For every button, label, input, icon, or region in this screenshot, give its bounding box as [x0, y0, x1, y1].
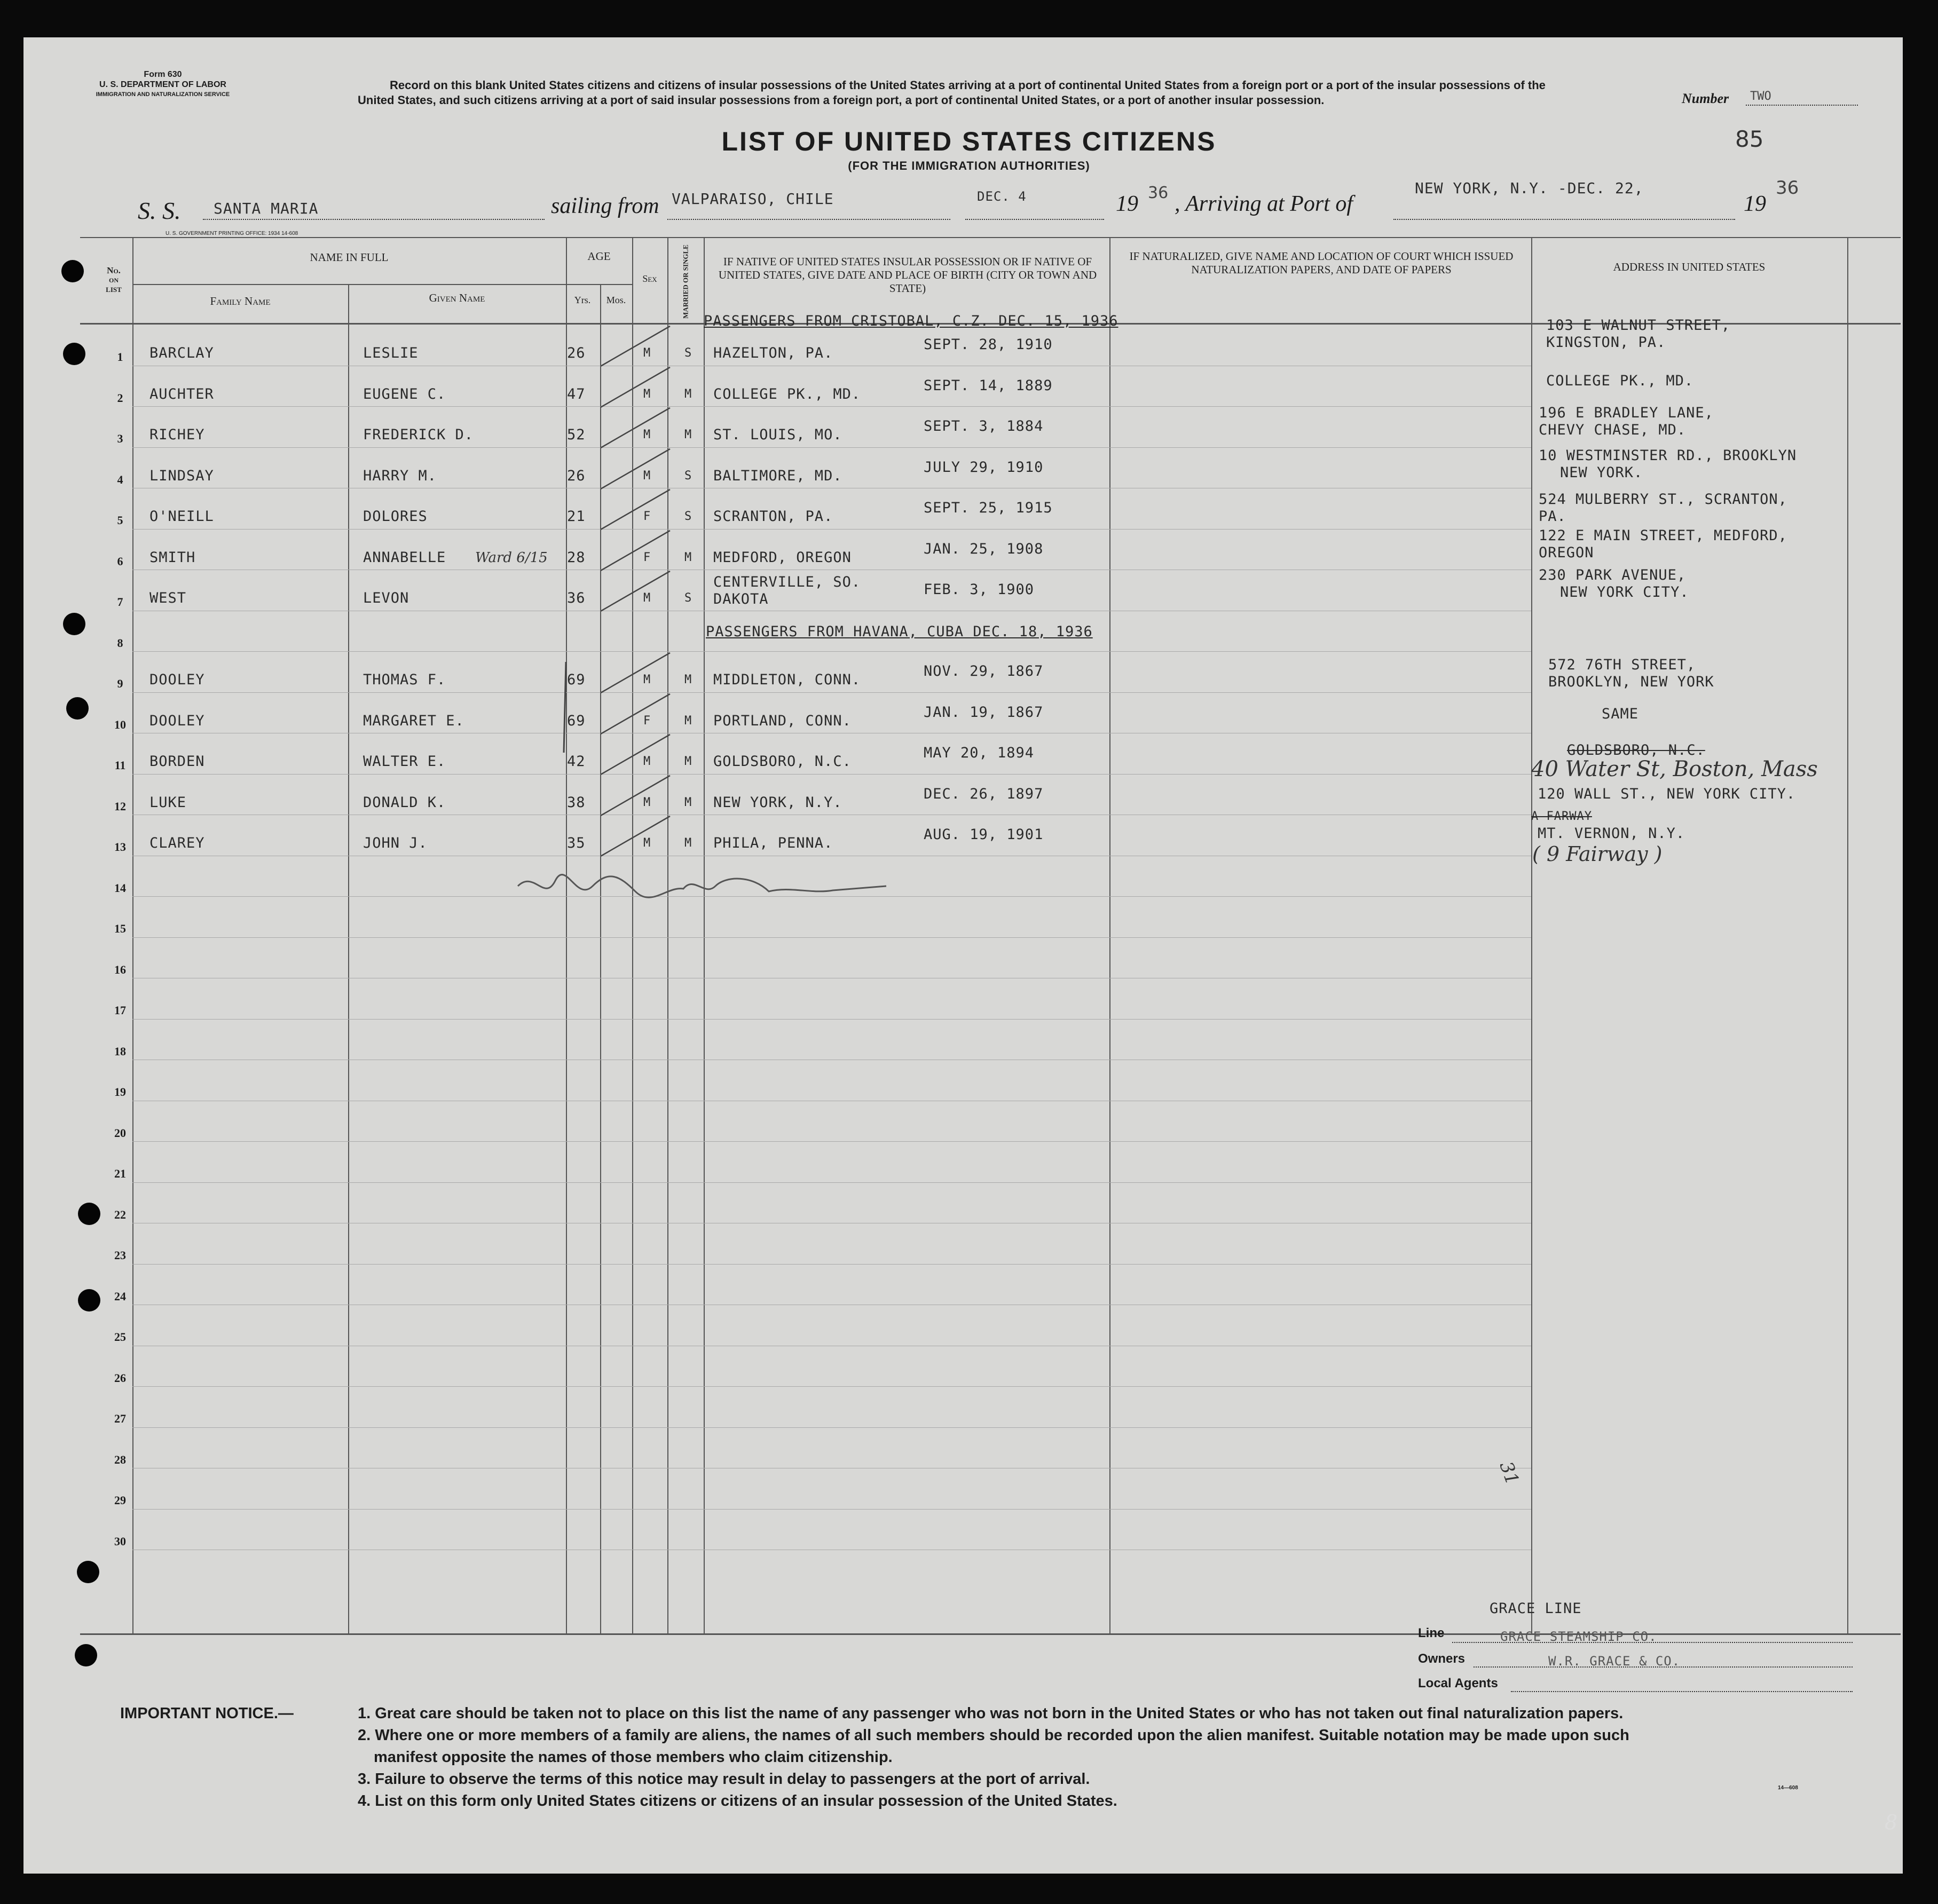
- grace-line: GRACE LINE: [1490, 1600, 1582, 1617]
- passenger-birthplace: COLLEGE PK., MD.: [713, 385, 861, 402]
- address-4: 10 WESTMINSTER RD., BROOKLYN NEW YORK.: [1539, 447, 1797, 481]
- row-number: 22: [114, 1207, 126, 1221]
- header-given-name: Given Name: [429, 291, 485, 304]
- ward-note: Ward 6/15: [475, 550, 548, 566]
- passenger-sex: M: [643, 346, 651, 360]
- passenger-birthdate: MAY 20, 1894: [924, 745, 1035, 761]
- row-number: 2: [117, 391, 123, 405]
- row-rule: [132, 447, 1531, 448]
- passenger-age: 69: [567, 712, 586, 729]
- passenger-ms: M: [684, 714, 692, 728]
- col-divider-married: [704, 237, 705, 1633]
- punch-hole: [77, 1561, 99, 1583]
- passenger-sex: M: [643, 673, 651, 686]
- notice-lead: IMPORTANT NOTICE.—: [120, 1705, 294, 1722]
- passenger-family: WEST: [149, 590, 187, 606]
- important-notice: [120, 1703, 1882, 1812]
- notice-item-2-cont: manifest opposite the names of those members who claim citizenship.: [374, 1749, 893, 1766]
- passenger-family: O'NEILL: [149, 508, 214, 525]
- page-number: 85: [1735, 126, 1764, 152]
- passenger-family: AUCHTER: [149, 385, 214, 402]
- address-11-struck: GOLDSBORO, N.C.: [1567, 742, 1705, 759]
- header-sex: Sex: [642, 273, 657, 284]
- address-1: 103 E WALNUT STREET, KINGSTON, PA.: [1546, 317, 1731, 351]
- printing-note: U. S. GOVERNMENT PRINTING OFFICE: 1934 14-608: [166, 231, 298, 236]
- row-number: 1: [117, 350, 123, 364]
- row-number: 11: [114, 759, 126, 772]
- row-rule: [132, 1427, 1531, 1428]
- instructions: Record on this blank United States citizens and citizens of insular possessions of the United States arriving at a port of continental United States from a foreign port or a port of the insular possessions of the United States, and such citizens arriving at a port of said insular possessions from a foreign port, a port of continental United States, or a port of another insular possession.: [358, 78, 1546, 107]
- year-prefix-from: 19: [1116, 192, 1138, 216]
- ship-line: [203, 219, 545, 220]
- passenger-ms: M: [684, 387, 692, 401]
- punch-hole: [61, 260, 84, 282]
- header-birth: IF NATIVE OF UNITED STATES INSULAR POSSESSION OR IF NATIVE OF UNITED STATES, GIVE DATE AND PLACE OF BIRTH (CITY OR TOWN AND STATE): [718, 255, 1097, 295]
- passenger-family: LINDSAY: [149, 467, 214, 484]
- passenger-given: LESLIE: [363, 345, 419, 361]
- passenger-given: JOHN J.: [363, 835, 428, 851]
- passenger-birthplace: MIDDLETON, CONN.: [713, 671, 861, 688]
- port-to-line: [1393, 219, 1735, 220]
- owners-value: W.R. GRACE & CO.: [1548, 1654, 1681, 1669]
- passenger-family: DOOLEY: [149, 671, 205, 688]
- passenger-age: 21: [567, 508, 586, 525]
- passenger-given: MARGARET E.: [363, 712, 464, 729]
- address-6: 122 E MAIN STREET, MEDFORD, OREGON: [1539, 527, 1787, 561]
- sailing-label: sailing from: [551, 194, 659, 218]
- passenger-age: 47: [567, 385, 586, 402]
- department: U. S. DEPARTMENT OF LABOR: [99, 80, 226, 89]
- header-name-in-full: NAME IN FULL: [310, 251, 389, 264]
- ss-label: S. S.: [138, 197, 181, 224]
- name-header-divider: [132, 284, 566, 285]
- passenger-birthdate: FEB. 3, 1900: [924, 581, 1035, 598]
- col-divider-naturalized: [1531, 237, 1532, 1633]
- passenger-sex: F: [643, 510, 651, 523]
- passenger-age: 28: [567, 549, 586, 566]
- passenger-family: BORDEN: [149, 753, 205, 770]
- passenger-birthdate: AUG. 19, 1901: [924, 826, 1044, 843]
- punch-hole: [75, 1644, 97, 1666]
- page-subtitle: (FOR THE IMMIGRATION AUTHORITIES): [848, 159, 1090, 172]
- col-divider-family: [348, 284, 349, 1633]
- row-rule: [132, 406, 1531, 407]
- passenger-family: BARCLAY: [149, 345, 214, 361]
- col-divider-birth: [1109, 237, 1110, 1633]
- passenger-age: 26: [567, 467, 586, 484]
- row-number: 21: [114, 1167, 126, 1180]
- form-number: Form 630: [144, 70, 182, 79]
- passenger-birthdate: JULY 29, 1910: [924, 459, 1044, 476]
- year-prefix-to: 19: [1744, 192, 1766, 216]
- passenger-family: SMITH: [149, 549, 196, 566]
- row-number: 8: [117, 636, 123, 650]
- row-number: 6: [117, 554, 123, 568]
- passenger-birthplace: GOLDSBORO, N.C.: [713, 753, 852, 770]
- passenger-given: ANNABELLE: [363, 549, 446, 566]
- address-10: SAME: [1602, 706, 1639, 722]
- passenger-given: LEVON: [363, 590, 409, 606]
- passenger-birthdate: NOV. 29, 1867: [924, 663, 1044, 680]
- port-from-line: [667, 219, 950, 220]
- passenger-age: 36: [567, 590, 586, 606]
- punch-hole: [66, 697, 89, 720]
- address-12: 120 WALL ST., NEW YORK CITY.: [1538, 786, 1796, 802]
- row-number: 23: [114, 1249, 126, 1262]
- passenger-ms: S: [684, 469, 692, 483]
- year-from: 36: [1148, 184, 1169, 202]
- passenger-sex: F: [643, 714, 651, 728]
- arriving-label: , Arriving at Port of: [1175, 192, 1353, 216]
- address-3: 196 E BRADLEY LANE, CHEVY CHASE, MD.: [1539, 405, 1714, 438]
- row-number: 18: [114, 1044, 126, 1058]
- passenger-age: 52: [567, 426, 586, 443]
- passenger-birthplace: PHILA, PENNA.: [713, 835, 833, 851]
- passenger-age: 35: [567, 835, 586, 851]
- passenger-birthplace: CENTERVILLE, SO. DAKOTA: [713, 574, 861, 607]
- passenger-sex: M: [643, 469, 651, 483]
- form-code: 14—608: [1778, 1785, 1798, 1791]
- row-number: 19: [114, 1085, 126, 1099]
- passenger-ms: S: [684, 510, 692, 523]
- punch-hole: [78, 1289, 100, 1312]
- local-agents-label: Local Agents: [1418, 1676, 1498, 1690]
- margin-mark: 31: [1495, 1458, 1523, 1488]
- row-rule: [132, 1509, 1531, 1510]
- corner-mark: 8: [1885, 1811, 1898, 1834]
- address-13-struck: A FARWAY: [1531, 810, 1592, 823]
- passenger-sex: M: [643, 387, 651, 401]
- signature-scrawl: [513, 854, 918, 923]
- passenger-family: DOOLEY: [149, 712, 205, 729]
- passenger-birthdate: SEPT. 3, 1884: [924, 418, 1044, 434]
- row-number: 15: [114, 922, 126, 935]
- row-number: 28: [114, 1452, 126, 1466]
- passenger-birthdate: SEPT. 14, 1889: [924, 377, 1053, 394]
- notice-item-2: 2. Where one or more members of a family are aliens, the names of all such members should be recorded upon the alien manifest. Suitable notation may be made upon such: [358, 1727, 1629, 1744]
- passenger-birthdate: SEPT. 28, 1910: [924, 336, 1053, 353]
- passenger-birthdate: SEPT. 25, 1915: [924, 500, 1053, 516]
- passenger-age: 69: [567, 671, 586, 688]
- passenger-birthdate: JAN. 25, 1908: [924, 540, 1044, 557]
- passenger-age: 38: [567, 794, 586, 811]
- row-rule: [132, 1182, 1531, 1183]
- address-5: 524 MULBERRY ST., SCRANTON, PA.: [1539, 491, 1787, 525]
- passenger-given: EUGENE C.: [363, 385, 446, 402]
- passenger-birthplace: NEW YORK, N.Y.: [713, 794, 842, 811]
- header-family-name: Family Name: [210, 295, 271, 307]
- passenger-ms: M: [684, 550, 692, 564]
- row-rule: [132, 774, 1531, 775]
- line-value: GRACE STEAMSHIP CO.: [1500, 1629, 1657, 1644]
- passenger-ms: S: [684, 591, 692, 605]
- row-number: 25: [114, 1330, 126, 1344]
- col-divider-address: [1847, 237, 1848, 1633]
- row-number: 9: [117, 677, 123, 690]
- page-title: LIST OF UNITED STATES CITIZENS: [721, 127, 1217, 156]
- header-age: AGE: [587, 250, 611, 263]
- date-from: DEC. 4: [977, 189, 1027, 204]
- notice-item-3: 3. Failure to observe the terms of this notice may result in delay to passengers at the port of arrival.: [358, 1771, 1090, 1788]
- row-number: 29: [114, 1494, 126, 1507]
- passenger-birthplace: ST. LOUIS, MO.: [713, 426, 842, 443]
- passenger-ms: M: [684, 795, 692, 809]
- passenger-birthplace: PORTLAND, CONN.: [713, 712, 852, 729]
- port-from: VALPARAISO, CHILE: [672, 190, 834, 208]
- row-number: 4: [117, 472, 123, 486]
- service: IMMIGRATION AND NATURALIZATION SERVICE: [96, 91, 230, 98]
- section-havana: PASSENGERS FROM HAVANA, CUBA DEC. 18, 1936: [706, 623, 1093, 640]
- row-number: 26: [114, 1371, 126, 1385]
- address-11-handwritten: 40 Water St, Boston, Mass: [1531, 757, 1818, 781]
- col-divider-given: [566, 237, 567, 1633]
- passenger-given: THOMAS F.: [363, 671, 446, 688]
- header-no-on-list: No. ON LIST: [106, 265, 122, 294]
- row-rule: [132, 937, 1531, 938]
- passenger-given: DOLORES: [363, 508, 428, 525]
- row-rule: [132, 651, 1531, 652]
- row-number: 27: [114, 1412, 126, 1425]
- header-naturalized: IF NATURALIZED, GIVE NAME AND LOCATION OF COURT WHICH ISSUED NATURALIZATION PAPERS, AND DATE OF PAPERS: [1129, 250, 1514, 276]
- passenger-ms: M: [684, 836, 692, 850]
- passenger-family: RICHEY: [149, 426, 205, 443]
- table-top-border: [80, 237, 1901, 238]
- number-line: [1746, 105, 1858, 106]
- number-label: Number: [1682, 91, 1729, 106]
- row-number: 14: [114, 881, 126, 895]
- passenger-age: 42: [567, 753, 586, 770]
- passenger-family: CLAREY: [149, 835, 205, 851]
- header-married-or-single: MARRIED OR SINGLE: [681, 244, 690, 319]
- passenger-sex: F: [643, 550, 651, 564]
- passenger-ms: S: [684, 346, 692, 360]
- notice-item-4: 4. List on this form only United States citizens or citizens of an insular possession of the United States.: [358, 1792, 1117, 1810]
- age-header-divider: [566, 284, 632, 285]
- passenger-given: FREDERICK D.: [363, 426, 474, 443]
- bracket-mark: [550, 662, 582, 758]
- passenger-sex: M: [643, 795, 651, 809]
- passenger-sex: M: [643, 428, 651, 441]
- passenger-birthplace: BALTIMORE, MD.: [713, 467, 842, 484]
- address-9: 572 76TH STREET, BROOKLYN, NEW YORK: [1548, 657, 1714, 690]
- ship-name: SANTA MARIA: [214, 200, 319, 217]
- passenger-family: LUKE: [149, 794, 187, 811]
- row-rule: [132, 1264, 1531, 1265]
- row-rule: [132, 1141, 1531, 1142]
- owners-label: Owners: [1418, 1652, 1466, 1666]
- notice-item-1: 1. Great care should be taken not to place on this list the name of any passenger who was not born in the United States or who has not taken out final naturalization papers.: [358, 1705, 1624, 1722]
- passenger-sex: M: [643, 836, 651, 850]
- line-label: Line: [1418, 1626, 1445, 1640]
- address-13: MT. VERNON, N.Y.: [1538, 825, 1685, 842]
- passenger-given: HARRY M.: [363, 467, 437, 484]
- punch-hole: [63, 613, 85, 635]
- check-stroke: [598, 568, 673, 617]
- passenger-birthplace: SCRANTON, PA.: [713, 508, 833, 525]
- passenger-given: WALTER E.: [363, 753, 446, 770]
- row-number: 17: [114, 1004, 126, 1017]
- address-13-handwritten: ( 9 Fairway ): [1532, 842, 1663, 866]
- passenger-sex: M: [643, 591, 651, 605]
- passenger-ms: M: [684, 755, 692, 768]
- row-number: 5: [117, 513, 123, 527]
- number-value: TWO: [1750, 90, 1771, 103]
- passenger-sex: M: [643, 755, 651, 768]
- row-number: 20: [114, 1126, 126, 1140]
- header-address: ADDRESS IN UNITED STATES: [1613, 260, 1766, 273]
- address-7: 230 PARK AVENUE, NEW YORK CITY.: [1539, 567, 1689, 601]
- row-number: 30: [114, 1534, 126, 1548]
- passenger-birthplace: MEDFORD, OREGON: [713, 549, 852, 566]
- row-number: 3: [117, 432, 123, 445]
- passenger-ms: M: [684, 428, 692, 441]
- punch-hole: [63, 343, 85, 365]
- port-to: NEW YORK, N.Y. -DEC. 22,: [1415, 179, 1644, 197]
- header-yrs: Yrs.: [574, 295, 591, 305]
- passenger-ms: M: [684, 673, 692, 686]
- local-agents-rule: [1511, 1691, 1853, 1692]
- form-identifier: [72, 69, 254, 100]
- address-2: COLLEGE PK., MD.: [1546, 373, 1694, 389]
- passenger-given: DONALD K.: [363, 794, 446, 811]
- row-number: 10: [114, 717, 126, 731]
- passenger-birthdate: DEC. 26, 1897: [924, 785, 1044, 802]
- row-rule: [132, 529, 1531, 530]
- year-to: 36: [1776, 177, 1799, 199]
- row-number: 24: [114, 1289, 126, 1303]
- passenger-birthdate: JAN. 19, 1867: [924, 704, 1044, 721]
- row-rule: [132, 1019, 1531, 1020]
- header-mos: Mos.: [606, 295, 626, 305]
- row-rule: [132, 692, 1531, 693]
- row-number: 7: [117, 595, 123, 609]
- row-number: 13: [114, 840, 126, 854]
- row-number: 12: [114, 799, 126, 813]
- section-cristobal: PASSENGERS FROM CRISTOBAL, C.Z. DEC. 15, 1936: [704, 313, 1118, 329]
- passenger-age: 26: [567, 345, 586, 361]
- row-rule: [132, 1386, 1531, 1387]
- row-number: 16: [114, 962, 126, 976]
- date-from-line: [965, 219, 1104, 220]
- punch-hole: [78, 1203, 100, 1225]
- passenger-birthplace: HAZELTON, PA.: [713, 345, 833, 361]
